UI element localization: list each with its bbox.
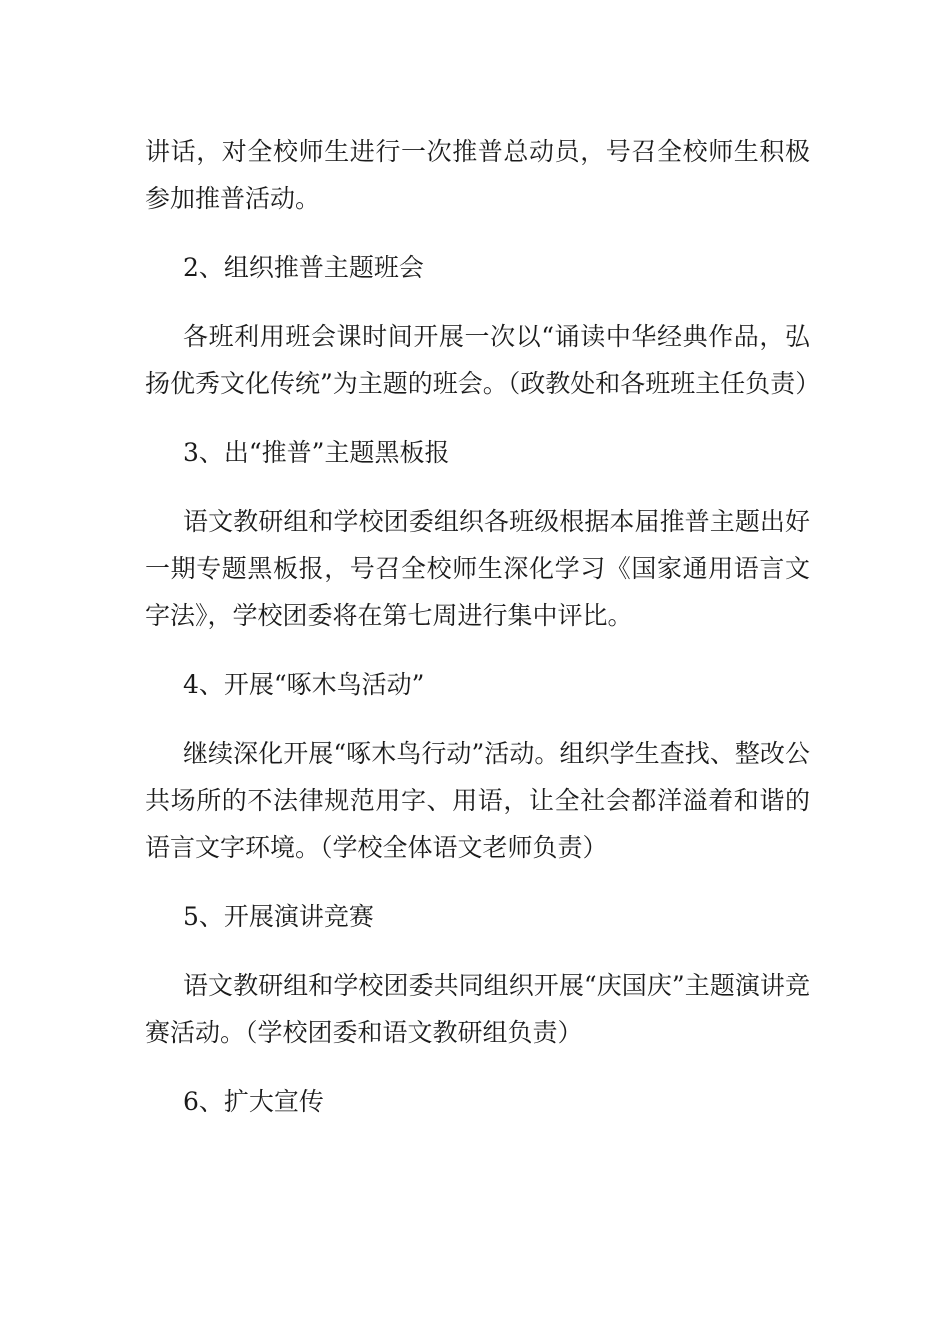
paragraph-continuation: 讲话，对全校师生进行一次推普总动员，号召全校师生积极参加推普活动。 bbox=[145, 137, 810, 213]
document-body bbox=[145, 128, 821, 1147]
heading-item-5: 5、开展演讲竞赛 bbox=[183, 902, 374, 931]
paragraph-item-2: 各班利用班会课时间开展一次以“诵读中华经典作品，弘扬优秀文化传统”为主题的班会。（政教处和各班班主任负责） bbox=[145, 322, 821, 398]
heading-item-6: 6、扩大宣传 bbox=[183, 1087, 324, 1116]
paragraph-item-3: 语文教研组和学校团委组织各班级根据本届推普主题出好一期专题黑板报，号召全校师生深化学习《国家通用语言文字法》，学校团委将在第七周进行集中评比。 bbox=[145, 507, 810, 630]
heading-item-3: 3、出“推普”主题黑板报 bbox=[183, 438, 450, 467]
heading-item-2: 2、组织推普主题班会 bbox=[183, 253, 424, 282]
paragraph-item-4: 继续深化开展“啄木鸟行动”活动。组织学生查找、整改公共场所的不法律规范用字、用语，让全社会都洋溢着和谐的语言文字环境。（学校全体语文老师负责） bbox=[145, 739, 810, 862]
paragraph-item-5: 语文教研组和学校团委共同组织开展“庆国庆”主题演讲竞赛活动。（学校团委和语文教研组负责） bbox=[145, 971, 810, 1047]
heading-item-4: 4、开展“啄木鸟活动” bbox=[183, 670, 425, 699]
